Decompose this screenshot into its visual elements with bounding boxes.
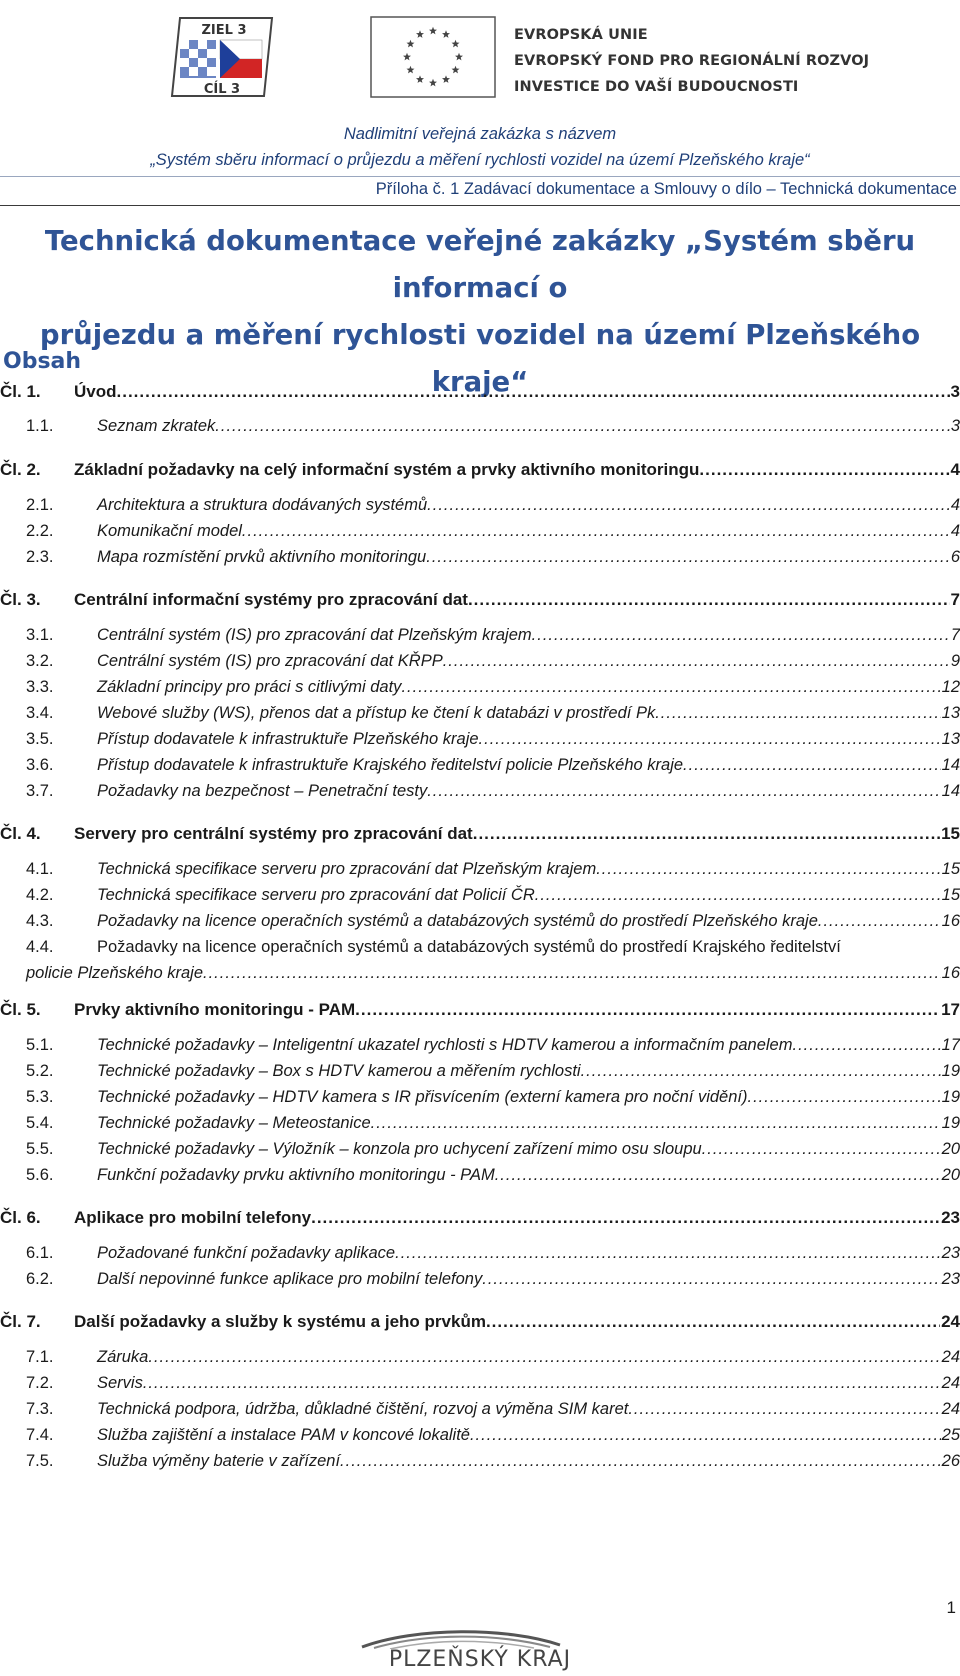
page-number: 1 (946, 1598, 956, 1617)
toc-entry-number: Čl. 3. (0, 590, 41, 609)
toc-dot-leader (818, 912, 941, 931)
toc-entry-number: 3.5. (26, 730, 54, 748)
toc-entry-page: 24 (941, 1312, 960, 1331)
toc-entry-page: 6 (950, 548, 960, 566)
toc-dot-leader (242, 522, 950, 541)
eu-flag-logo (370, 16, 496, 98)
toc-entry-number: 3.4. (26, 704, 54, 722)
toc-entry-page: 12 (941, 678, 960, 696)
toc-entry-title: Přístup dodavatele k infrastruktuře Plzeňského kraje (97, 730, 479, 748)
toc-dot-leader (117, 382, 950, 402)
toc-entry-number: 4.1. (26, 860, 54, 878)
toc-entry-title: Technické požadavky – Box s HDTV kamerou a měřením rychlosti (97, 1062, 581, 1080)
toc-section-entry[interactable] (0, 1244, 960, 1268)
header-divider (0, 176, 960, 177)
toc-entry-page: 19 (941, 1088, 960, 1106)
toc-section-entry[interactable] (0, 1114, 960, 1138)
toc-entry-title: Základní principy pro práci s citlivými daty (97, 678, 402, 696)
toc-section-entry[interactable] (0, 1036, 960, 1060)
toc-chapter-entry[interactable] (0, 1000, 960, 1024)
toc-section-entry[interactable] (0, 1452, 960, 1476)
toc-section-entry[interactable] (0, 1426, 960, 1450)
toc-dot-leader (340, 1452, 941, 1471)
toc-entry-title: Technické požadavky – Inteligentní ukazatel rychlosti s HDTV kamerou a informačním panelem (97, 1036, 793, 1054)
toc-entry-title: Základní požadavky na celý informační systém a prvky aktivního monitoringu (74, 460, 700, 479)
toc-entry-title: Další nepovinné funkce aplikace pro mobilní telefony (97, 1270, 483, 1288)
toc-section-entry[interactable] (0, 548, 960, 572)
toc-entry-page: 24 (941, 1374, 960, 1392)
toc-entry-page: 23 (941, 1208, 960, 1227)
toc-entry-page: 16 (941, 912, 960, 930)
toc-entry-title: Centrální systém (IS) pro zpracování dat Plzeňským krajem (97, 626, 532, 644)
toc-entry-number: 7.4. (26, 1426, 54, 1444)
toc-entry-number: Čl. 5. (0, 1000, 41, 1019)
toc-entry-number: 2.1. (26, 496, 54, 514)
toc-entry-title: Servis (97, 1374, 143, 1392)
toc-entry-page: 4 (950, 496, 960, 514)
toc-entry-page: 13 (941, 730, 960, 748)
toc-section-entry[interactable] (0, 886, 960, 910)
toc-chapter-entry[interactable] (0, 590, 960, 614)
toc-entry-page: 4 (950, 522, 960, 540)
toc-dot-leader (581, 1062, 941, 1081)
document-title (0, 218, 960, 406)
toc-entry-number: Čl. 7. (0, 1312, 41, 1331)
toc-dot-leader (702, 1140, 941, 1159)
toc-dot-leader (427, 496, 950, 515)
toc-entry-number: 5.1. (26, 1036, 54, 1054)
toc-entry-page: 7 (950, 590, 960, 609)
toc-entry-page: 3 (950, 417, 960, 435)
toc-entry-number: 5.3. (26, 1088, 54, 1106)
toc-entry-number: 3.2. (26, 652, 54, 670)
toc-entry-title: Požadavky na bezpečnost – Penetrační testy (97, 782, 428, 800)
toc-section-entry[interactable] (0, 1374, 960, 1398)
toc-entry-title: Centrální systém (IS) pro zpracování dat KŘPP (97, 652, 443, 670)
contents-heading: Obsah (3, 349, 82, 374)
toc-entry-page: 23 (941, 1270, 960, 1288)
document-title-line-1: Technická dokumentace veřejné zakázky „Systém sběru informací o (44, 225, 916, 304)
toc-entry-page: 24 (941, 1400, 960, 1418)
toc-entry-page: 17 (941, 1000, 960, 1019)
toc-section-entry[interactable] (0, 730, 960, 754)
toc-dot-leader (479, 730, 941, 749)
toc-entry-page: 19 (941, 1062, 960, 1080)
toc-entry-number: 1.1. (26, 417, 54, 435)
toc-entry-title: Požadované funkční požadavky aplikace (97, 1244, 396, 1262)
toc-dot-leader (355, 1000, 940, 1020)
toc-dot-leader (401, 678, 940, 697)
header-divider-bottom (0, 205, 960, 206)
toc-entry-title: Funkční požadavky prvku aktivního monitoringu - PAM (97, 1166, 495, 1184)
toc-entry-number: 7.3. (26, 1400, 54, 1418)
toc-entry-title: Technická specifikace serveru pro zpracování dat Policií ČR (97, 886, 535, 904)
toc-entry-title: Technická podpora, údržba, důkladné čištění, rozvoj a výměna SIM karet (97, 1400, 629, 1418)
toc-entry-title: Úvod (74, 382, 117, 401)
ziel-top-text: ZIEL 3 (201, 23, 247, 38)
toc-entry-number: 6.2. (26, 1270, 54, 1288)
ziel-bottom-text: CÍL 3 (203, 82, 241, 97)
toc-entry-page: 20 (941, 1140, 960, 1158)
toc-section-entry[interactable] (0, 938, 960, 982)
toc-entry-number: 3.7. (26, 782, 54, 800)
toc-dot-leader (203, 964, 941, 983)
toc-dot-leader (395, 1244, 941, 1263)
toc-dot-leader (683, 756, 941, 775)
toc-entry-title: Komunikační model (97, 522, 242, 540)
toc-entry-title: Požadavky na licence operačních systémů a databázových systémů do prostředí Krajského ředitelství (97, 938, 841, 956)
toc-entry-number: Čl. 4. (0, 824, 41, 843)
toc-section-entry[interactable] (0, 1400, 960, 1424)
toc-dot-leader (470, 1426, 941, 1445)
toc-dot-leader (482, 1270, 940, 1289)
eu-line-2: EVROPSKÝ FOND PRO REGIONÁLNÍ ROZVOJ (514, 53, 870, 69)
annex-line: Příloha č. 1 Zadávací dokumentace a Smlouvy o dílo – Technická dokumentace (375, 180, 957, 198)
toc-entry-title: Další požadavky a služby k systému a jeho prvkům (74, 1312, 486, 1331)
toc-dot-leader (699, 460, 949, 480)
toc-entry-title: Webové služby (WS), přenos dat a přístup ke čtení k databázi v prostředí Pk (97, 704, 656, 722)
toc-dot-leader (426, 548, 950, 567)
toc-section-entry[interactable] (0, 1140, 960, 1164)
document-title-line-2: průjezdu a měření rychlosti vozidel na území Plzeňského kraje“ (39, 319, 921, 398)
toc-entry-number: 3.1. (26, 626, 54, 644)
toc-entry-title: Seznam zkratek (97, 417, 216, 435)
toc-entry-number: 5.2. (26, 1062, 54, 1080)
toc-section-entry[interactable] (0, 912, 960, 936)
toc-entry-page: 26 (941, 1452, 960, 1470)
toc-entry-page: 19 (941, 1114, 960, 1132)
toc-entry-title: Technická specifikace serveru pro zpracování dat Plzeňským krajem (97, 860, 597, 878)
toc-entry-number: 7.5. (26, 1452, 54, 1470)
toc-dot-leader (486, 1312, 940, 1332)
plzensky-kraj-swoosh-icon (356, 1625, 566, 1649)
toc-dot-leader (148, 1348, 940, 1367)
toc-dot-leader (748, 1088, 941, 1107)
tender-line-1: Nadlimitní veřejná zakázka s názvem (343, 125, 617, 143)
toc-dot-leader (427, 782, 940, 801)
toc-entry-number: 7.1. (26, 1348, 54, 1366)
toc-section-entry[interactable] (0, 417, 960, 441)
toc-entry-page: 17 (941, 1036, 960, 1054)
toc-section-entry[interactable] (0, 1348, 960, 1372)
toc-section-entry[interactable] (0, 626, 960, 650)
toc-entry-title: Technické požadavky – Výložník – konzola pro uchycení zařízení mimo osu sloupu (97, 1140, 702, 1158)
toc-entry-number: 5.5. (26, 1140, 54, 1158)
eu-line-1: EVROPSKÁ UNIE (514, 27, 648, 43)
toc-section-entry[interactable] (0, 1088, 960, 1112)
toc-entry-title-continued: policie Plzeňského kraje (26, 964, 204, 982)
toc-entry-title: Požadavky na licence operačních systémů a databázových systémů do prostředí Plzeňského kraje (97, 912, 818, 930)
toc-entry-title: Služba výměny baterie v zařízení (97, 1452, 341, 1470)
tender-line-2: „Systém sběru informací o průjezdu a měření rychlosti vozidel na území Plzeňského kraje“ (150, 151, 810, 169)
toc-entry-title: Technické požadavky – Meteostanice (97, 1114, 371, 1132)
toc-section-entry[interactable] (0, 756, 960, 780)
toc-entry-page: 14 (941, 782, 960, 800)
toc-dot-leader (371, 1114, 941, 1133)
toc-chapter-entry[interactable] (0, 1208, 960, 1232)
toc-entry-number: 5.4. (26, 1114, 54, 1132)
toc-section-entry[interactable] (0, 652, 960, 676)
toc-entry-number: 4.3. (26, 912, 54, 930)
toc-entry-title: Aplikace pro mobilní telefony (74, 1208, 312, 1227)
toc-entry-title: Přístup dodavatele k infrastruktuře Krajského ředitelství policie Plzeňského kraje (97, 756, 684, 774)
toc-entry-page: 9 (950, 652, 960, 670)
toc-dot-leader (443, 652, 950, 671)
toc-entry-number: 3.6. (26, 756, 54, 774)
toc-entry-number: 2.2. (26, 522, 54, 540)
toc-section-entry[interactable] (0, 1062, 960, 1086)
toc-dot-leader (628, 1400, 940, 1419)
toc-section-entry[interactable] (0, 496, 960, 520)
eu-line-3: INVESTICE DO VAŠÍ BUDOUCNOSTI (514, 79, 799, 95)
toc-entry-title: Prvky aktivního monitoringu - PAM (74, 1000, 356, 1019)
toc-entry-number: 5.6. (26, 1166, 54, 1184)
toc-dot-leader (596, 860, 940, 879)
ziel3-logo (160, 14, 278, 100)
toc-dot-leader (311, 1208, 940, 1228)
toc-section-entry[interactable] (0, 1270, 960, 1294)
toc-entry-number: Čl. 6. (0, 1208, 41, 1227)
toc-entry-page: 3 (950, 382, 960, 401)
toc-dot-leader (473, 824, 940, 844)
toc-entry-number: Čl. 2. (0, 460, 41, 479)
toc-dot-leader (532, 626, 950, 645)
toc-entry-page: 20 (941, 1166, 960, 1184)
toc-entry-page: 7 (950, 626, 960, 644)
toc-entry-title: Architektura a struktura dodávaných systémů (97, 496, 428, 514)
toc-chapter-entry[interactable] (0, 382, 960, 406)
toc-entry-title: Záruka (97, 1348, 149, 1366)
toc-entry-number: 6.1. (26, 1244, 54, 1262)
toc-chapter-entry[interactable] (0, 824, 960, 848)
toc-entry-number: 4.2. (26, 886, 54, 904)
toc-entry-number: Čl. 1. (0, 382, 41, 401)
toc-section-entry[interactable] (0, 704, 960, 728)
toc-entry-number: 2.3. (26, 548, 54, 566)
toc-entry-title: Služba zajištění a instalace PAM v koncové lokalitě (97, 1426, 470, 1444)
toc-entry-page: 13 (941, 704, 960, 722)
toc-section-entry[interactable] (0, 782, 960, 806)
plzensky-kraj-logo-text: PLZEŇSKÝ KRAJ (388, 1647, 572, 1672)
toc-chapter-entry[interactable] (0, 460, 960, 484)
toc-entry-page: 15 (941, 886, 960, 904)
toc-entry-number: 4.4. (26, 938, 54, 956)
toc-entry-page: 25 (941, 1426, 960, 1444)
toc-entry-page: 24 (941, 1348, 960, 1366)
toc-entry-page: 4 (950, 460, 960, 479)
toc-entry-page: 14 (941, 756, 960, 774)
toc-section-entry[interactable] (0, 678, 960, 702)
toc-chapter-entry[interactable] (0, 1312, 960, 1336)
toc-entry-page: 15 (941, 860, 960, 878)
toc-entry-title: Mapa rozmístění prvků aktivního monitoringu (97, 548, 427, 566)
toc-dot-leader (215, 417, 950, 436)
toc-dot-leader (655, 704, 940, 723)
toc-dot-leader (468, 590, 950, 610)
toc-section-entry[interactable] (0, 1166, 960, 1190)
toc-dot-leader (495, 1166, 941, 1185)
toc-entry-page: 16 (941, 964, 960, 982)
toc-entry-title: Centrální informační systémy pro zpracování dat (74, 590, 468, 609)
toc-entry-title: Technické požadavky – HDTV kamera s IR přisvícením (externí kamera pro noční vidění) (97, 1088, 748, 1106)
toc-section-entry[interactable] (0, 522, 960, 546)
toc-entry-page: 15 (941, 824, 960, 843)
toc-entry-number: 3.3. (26, 678, 54, 696)
toc-section-entry[interactable] (0, 860, 960, 884)
toc-dot-leader (535, 886, 941, 905)
toc-dot-leader (143, 1374, 941, 1393)
eu-fund-text (514, 22, 869, 100)
toc-entry-title: Servery pro centrální systémy pro zpracování dat (74, 824, 473, 843)
toc-dot-leader (792, 1036, 940, 1055)
toc-entry-page: 23 (941, 1244, 960, 1262)
toc-entry-number: 7.2. (26, 1374, 54, 1392)
